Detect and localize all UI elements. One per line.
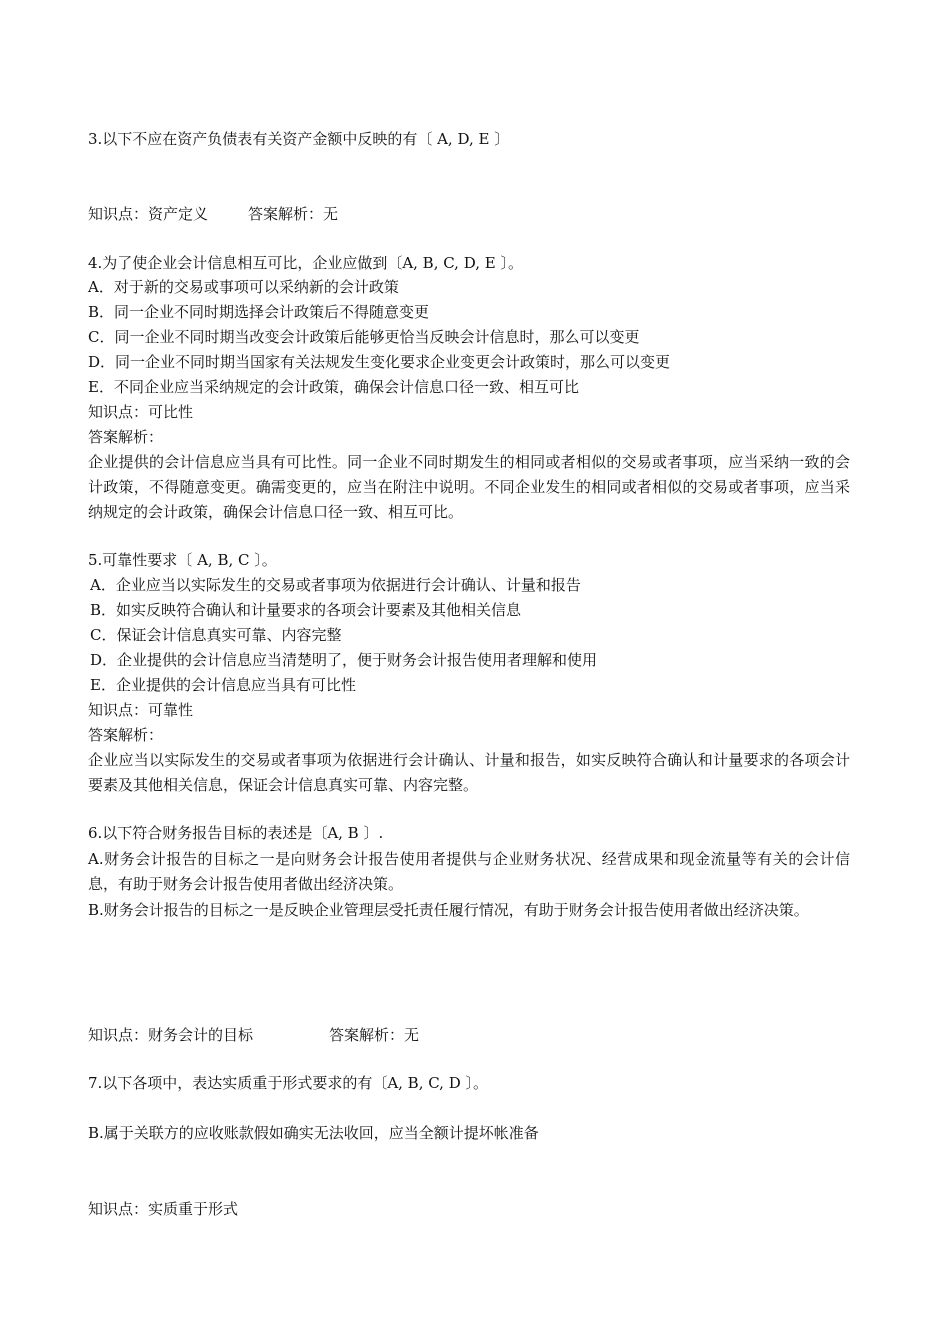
q5-option-c: C．保证会计信息真实可靠、内容完整	[90, 626, 342, 644]
q4-option-a: A．对于新的交易或事项可以采纳新的会计政策	[88, 278, 399, 296]
q4-option-d: D．同一企业不同时期当国家有关法规发生变化要求企业变更会计政策时，那么可以变更	[88, 353, 671, 371]
question-4: 4.为了使企业会计信息相互可比，企业应做到〔A, B, C, D, E 〕。	[88, 254, 523, 272]
q5-option-b: B．如实反映符合确认和计量要求的各项会计要素及其他相关信息	[90, 601, 522, 619]
q5-analysis-label: 答案解析：	[88, 726, 164, 744]
question-5: 5.可靠性要求〔 A, B, C 〕。	[88, 551, 277, 569]
q4-analysis-label: 答案解析：	[88, 428, 164, 446]
q6-analysis: 答案解析：无	[329, 1026, 420, 1044]
q3-analysis: 答案解析：无	[248, 205, 339, 223]
q3-knowledge-line	[88, 203, 338, 225]
q6-option-b: B.财务会计报告的目标之一是反映企业管理层受托责任履行情况，有助于财务会计报告使用者做出经济决策。	[88, 901, 809, 919]
q5-analysis-text: 企业应当以实际发生的交易或者事项为依据进行会计确认、计量和报告，如实反映符合确认和计量要求的各项会计要素及其他相关信息，保证会计信息真实可靠、内容完整。	[88, 751, 850, 794]
question-7: 7.以下各项中，表达实质重于形式要求的有〔A, B, C, D 〕。	[88, 1074, 489, 1092]
q3-knowledge: 知识点：资产定义	[88, 205, 209, 223]
q4-analysis-text: 企业提供的会计信息应当具有可比性。同一企业不同时期发生的相同或者相似的交易或者事项，应当采纳一致的会计政策，不得随意变更。确需变更的，应当在附注中说明。不同企业发生的相同或者相似的交易或者事项，应当采纳规定的会计政策，确保会计信息口径一致、相互可比。	[88, 453, 850, 521]
q7-knowledge: 知识点：实质重于形式	[88, 1200, 239, 1218]
q6-knowledge: 知识点：财务会计的目标	[88, 1026, 254, 1044]
q5-knowledge: 知识点：可靠性	[88, 701, 194, 719]
q7-option-b: B.属于关联方的应收账款假如确实无法收回，应当全额计提坏帐准备	[88, 1124, 539, 1142]
q5-option-e: E．企业提供的会计信息应当具有可比性	[90, 676, 356, 694]
q4-option-e: E．不同企业应当采纳规定的会计政策，确保会计信息口径一致、相互可比	[88, 378, 579, 396]
q4-option-b: B．同一企业不同时期选择会计政策后不得随意变更	[88, 303, 430, 321]
q5-option-d: D．企业提供的会计信息应当清楚明了，便于财务会计报告使用者理解和使用	[90, 651, 598, 669]
q6-option-a: A.财务会计报告的目标之一是向财务会计报告使用者提供与企业财务状况、经营成果和现金流量等有关的会计信息，有助于财务会计报告使用者做出经济决策。	[88, 850, 850, 893]
question-3: 3.以下不应在资产负债表有关资产金额中反映的有〔 A, D, E 〕	[88, 130, 510, 148]
question-6: 6.以下符合财务报告目标的表述是〔A, B 〕.	[88, 824, 384, 842]
q4-option-c: C．同一企业不同时期当改变会计政策后能够更恰当反映会计信息时，那么可以变更	[88, 328, 640, 346]
q4-knowledge: 知识点：可比性	[88, 403, 194, 421]
q6-knowledge-line	[88, 1024, 419, 1046]
q5-option-a: A．企业应当以实际发生的交易或者事项为依据进行会计确认、计量和报告	[90, 576, 581, 594]
